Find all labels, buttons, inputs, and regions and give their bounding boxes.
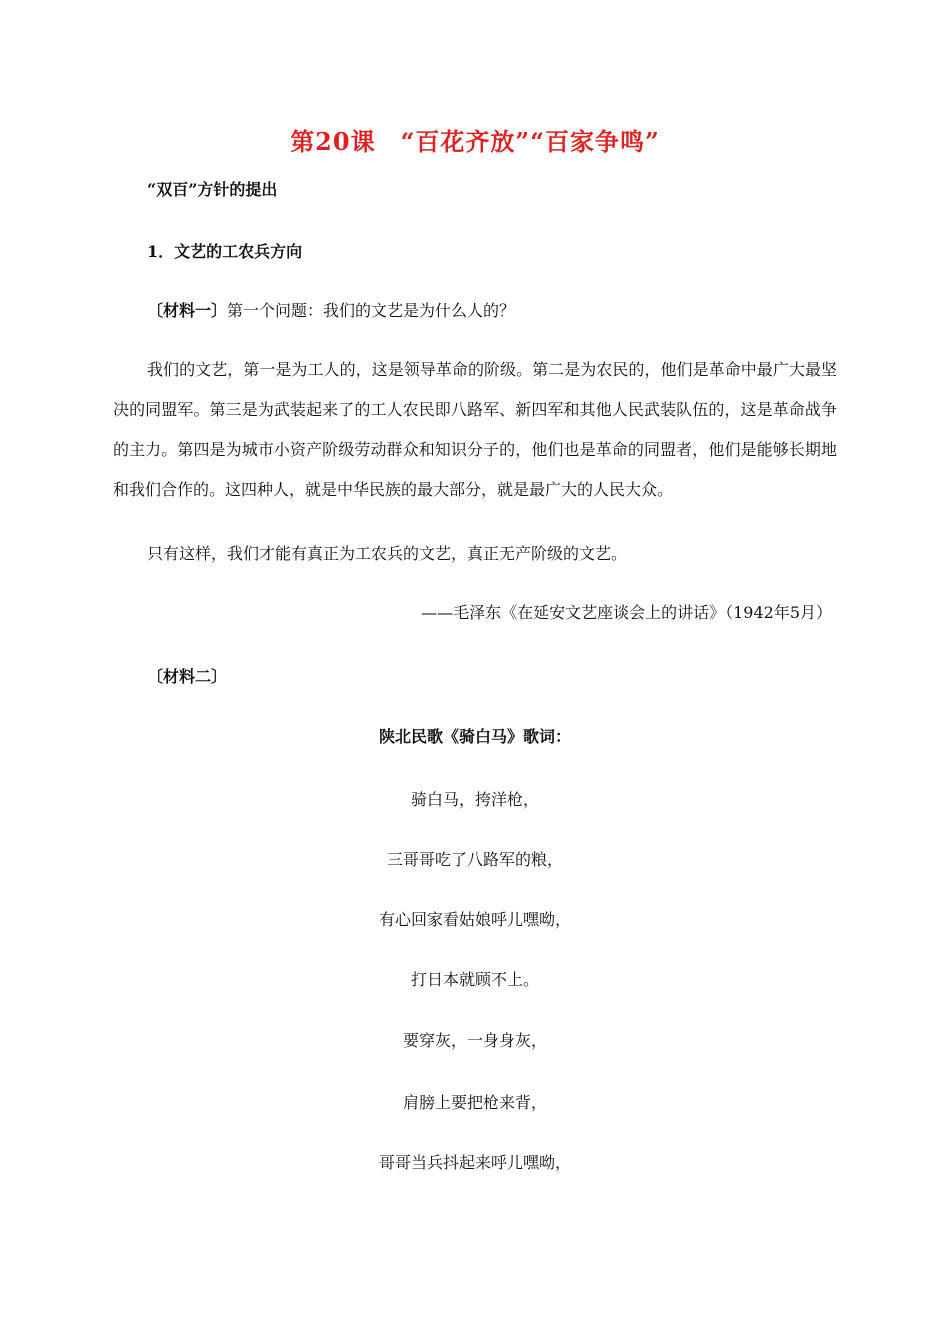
- lyric-line: 要穿灰，一身身灰，: [402, 1031, 547, 1050]
- section-heading: “双百”方针的提出: [147, 180, 278, 199]
- lyric-line: 打日本就顾不上。: [410, 970, 539, 989]
- song-title: 陕北民歌《骑白马》歌词：: [378, 727, 571, 746]
- lesson-title: 第20课 “百花齐放”“百家争鸣”: [290, 127, 660, 156]
- citation-source: ——毛泽东《在延安文艺座谈会上的讲话》（1942年5月）: [421, 603, 832, 622]
- lyric-line: 有心回家看姑娘呼儿嘿呦，: [378, 910, 571, 929]
- lyric-line: 骑白马，挎洋枪，: [410, 790, 539, 809]
- material-one-question: 第一个问题：我们的文艺是为什么人的？: [227, 301, 516, 320]
- body-paragraph: 只有这样，我们才能有真正为工农兵的文艺，真正无产阶级的文艺。: [147, 544, 628, 563]
- lyric-line: 肩膀上要把枪来背，: [402, 1093, 547, 1112]
- material-one: [147, 298, 515, 321]
- subsection-heading: 1．文艺的工农兵方向: [147, 242, 303, 261]
- material-two-label: 〔材料二〕: [147, 667, 228, 686]
- lyric-line: 哥哥当兵抖起来呼儿嘿呦，: [378, 1153, 571, 1172]
- lyric-line: 三哥哥吃了八路军的粮，: [386, 850, 563, 869]
- material-one-label: 〔材料一〕: [147, 301, 228, 320]
- body-paragraph: 我们的文艺，第一是为工人的，这是领导革命的阶级。第二是为农民的，他们是革命中最广大最坚决的同盟军。第三是为武装起来了的工人农民即八路军、新四军和其他人民武装队伍的，这是革命战争的主力。第四是为城市小资产阶级劳动群众和知识分子的，他们也是革命的同盟者，他们是能够长期地和我们合作的。这四种人，就是中华民族的最大部分，就是最广大的人民大众。: [113, 360, 837, 499]
